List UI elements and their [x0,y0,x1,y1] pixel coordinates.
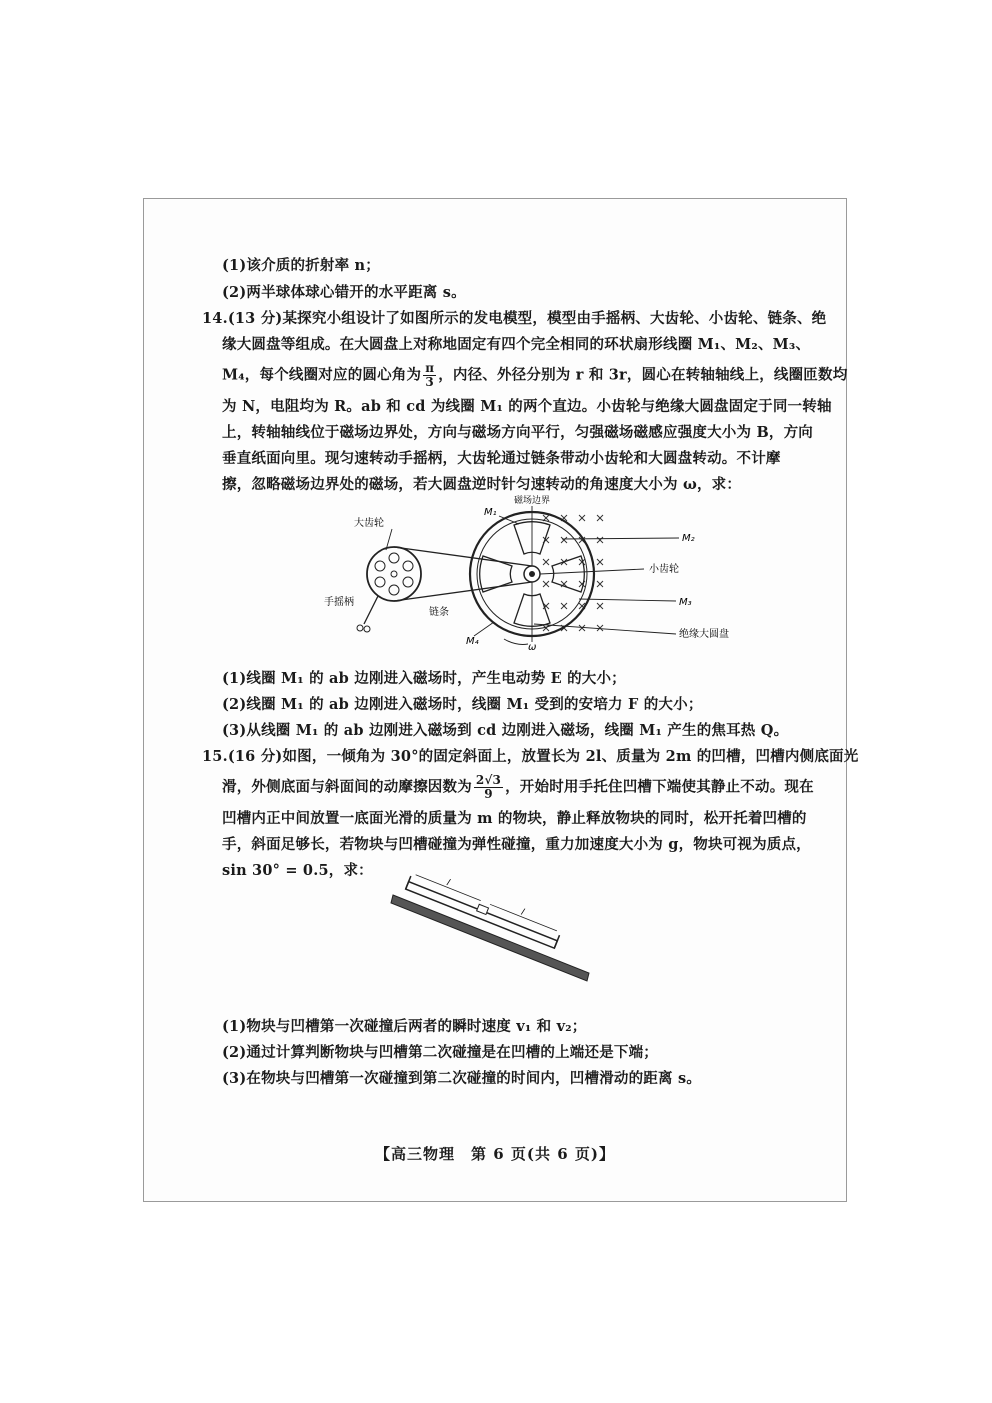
label-small-gear: 小齿轮 [649,564,679,575]
q14-line-5: 上，转轴轴线位于磁场边界处，方向与磁场方向平行，匀强磁场磁感应强度大小为 B，方向 [222,424,813,441]
q14-line-3 [222,362,847,389]
axle [529,571,535,577]
q13-part-2: (2)两半球体球心错开的水平距离 s。 [222,284,466,301]
label-m4: M₄ [466,636,479,647]
label-insulated-disk: 绝缘大圆盘 [679,629,729,640]
block [477,904,489,914]
q14-line-2: 缘大圆盘等组成。在大圆盘上对称地固定有四个完全相同的环状扇形线圈 M₁、M₂、M₃、 [222,336,811,353]
q15-text-1: 如图，一倾角为 30°的固定斜面上，放置长为 2l、质量为 2m 的凹槽，凹槽内侧底面光 [282,748,859,765]
q15-text-2a: 滑，外侧底面与斜面间的动摩擦因数为 [222,778,472,796]
q14-text-3b: ，内径、外径分别为 r 和 3r，圆心在转轴轴线上，线圈匝数均 [438,366,848,384]
crank-handle [364,596,378,624]
q15-part-3: (3)在物块与凹槽第一次碰撞到第二次碰撞的时间内，凹槽滑动的距离 s。 [222,1070,702,1087]
big-gear-holes [375,553,413,595]
q14-line-7: 擦，忽略磁场边界处的磁场，若大圆盘逆时针匀速转动的角速度大小为 ω，求： [222,476,742,493]
q14-score: (13 分) [227,310,283,327]
q14-part-1: (1)线圈 M₁ 的 ab 边刚进入磁场时，产生电动势 E 的大小； [222,670,626,687]
q14-part-2: (2)线圈 M₁ 的 ab 边刚进入磁场时，线圈 M₁ 受到的安培力 F 的大小； [222,696,703,713]
q15-line-5: sin 30° = 0.5，求： [222,862,373,879]
big-gear [367,547,421,601]
label-m2: M₂ [682,533,695,544]
label-m3: M₃ [679,597,692,608]
incline-diagram [389,878,599,985]
label-field-boundary: 磁场边界 [514,496,551,506]
q15-line-4: 手，斜面足够长，若物块与凹槽碰撞为弹性碰撞，重力加速度大小为 g，物块可视为质点， [222,836,811,853]
label-handle: 手摇柄 [324,597,354,608]
q15-friction-fraction [474,774,503,801]
q14-line-1 [202,309,826,329]
q14-part-3: (3)从线圈 M₁ 的 ab 边刚进入磁场到 cd 边刚进入磁场，线圈 M₁ 产生的焦耳热 Q。 [222,722,789,739]
rotation-arrow [504,639,528,644]
generator-diagram [324,494,744,659]
q15-score: (16 分) [227,748,283,765]
q14-line-6: 垂直纸面向里。现匀速转动手摇柄，大齿轮通过链条带动小齿轮和大圆盘转动。不计摩 [222,450,781,467]
q15-frac-num: 2√3 [475,773,502,787]
q15-frac-den: 9 [484,787,493,801]
label-big-gear: 大齿轮 [354,518,384,529]
q14-text-1: 某探究小组设计了如图所示的发电模型，模型由手摇柄、大齿轮、小齿轮、链条、绝 [282,310,827,327]
page-footer: 【高三物理 第 6 页(共 6 页)】 [375,1145,615,1163]
q14-frac-num: π [425,361,435,375]
q13-part-1: (1)该介质的折射率 n； [222,257,380,274]
q15-line-3: 凹槽内正中间放置一底面光滑的质量为 m 的物块，静止释放物块的同时，松开托着凹槽的 [222,810,807,827]
q14-number: 14. [202,310,228,327]
label-chain: 链条 [429,607,449,618]
exam-page [143,198,859,1202]
label-m1-top: M₁ [484,507,497,518]
q15-part-1: (1)物块与凹槽第一次碰撞后两者的瞬时速度 v₁ 和 v₂； [222,1018,587,1035]
label-l-right: l [519,907,526,919]
q15-text-2b: ，开始时用手托住凹槽下端使其静止不动。现在 [505,778,814,796]
q14-frac-den: 3 [425,375,434,389]
q15-line-1 [202,747,858,767]
q14-angle-fraction [423,362,436,389]
incline-surface [391,895,589,981]
label-omega: ω [528,642,537,653]
q15-number: 15. [202,748,228,765]
q14-line-4: 为 N，电阻均为 R。ab 和 cd 为线圈 M₁ 的两个直边。小齿轮与绝缘大圆盘固定于同一转轴 [222,398,832,415]
label-l-left: l [445,878,452,889]
q15-part-2: (2)通过计算判断物块与凹槽第二次碰撞是在凹槽的上端还是下端； [222,1044,659,1061]
q14-text-3a: M₄，每个线圈对应的圆心角为 [222,366,422,384]
q15-line-2 [222,774,814,801]
